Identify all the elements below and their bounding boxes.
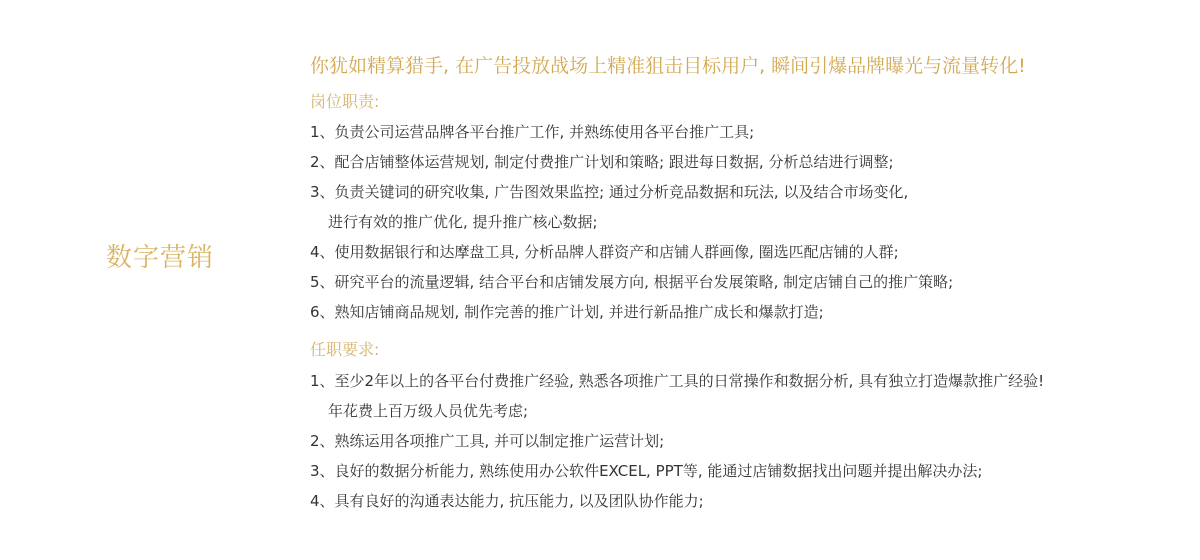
requirement-item-continuation: 年花费上百万级人员优先考虑;: [328, 402, 529, 420]
responsibility-item: 1、负责公司运营品牌各平台推广工作, 并熟练使用各平台推广工具;: [310, 123, 755, 141]
responsibility-item: 2、配合店铺整体运营规划, 制定付费推广计划和策略; 跟进每日数据, 分析总结进行调整;: [310, 153, 894, 171]
responsibilities-heading: 岗位职责:: [310, 92, 380, 111]
requirement-item: 3、良好的数据分析能力, 熟练使用办公软件EXCEL, PPT等, 能通过店铺数据找出问题并提出解决办法;: [310, 462, 983, 480]
slogan: 你犹如精算猎手, 在广告投放战场上精准狙击目标用户, 瞬间引爆品牌曝光与流量转化!: [310, 55, 1026, 77]
responsibility-item: 6、熟知店铺商品规划, 制作完善的推广计划, 并进行新品推广成长和爆款打造;: [310, 303, 824, 321]
job-title: 数字营销: [106, 243, 215, 273]
responsibility-item: 4、使用数据银行和达摩盘工具, 分析品牌人群资产和店铺人群画像, 圈选匹配店铺的人群;: [310, 243, 899, 261]
requirement-item: 2、熟练运用各项推广工具, 并可以制定推广运营计划;: [310, 432, 665, 450]
responsibility-item-continuation: 进行有效的推广优化, 提升推广核心数据;: [328, 213, 598, 231]
requirements-heading: 任职要求:: [310, 340, 380, 359]
requirement-item: 4、具有良好的沟通表达能力, 抗压能力, 以及团队协作能力;: [310, 492, 704, 510]
responsibility-item: 5、研究平台的流量逻辑, 结合平台和店铺发展方向, 根据平台发展策略, 制定店铺自己的推广策略;: [310, 273, 954, 291]
responsibility-item: 3、负责关键词的研究收集, 广告图效果监控; 通过分析竞品数据和玩法, 以及结合市场变化,: [310, 183, 909, 201]
requirement-item: 1、至少2年以上的各平台付费推广经验, 熟悉各项推广工具的日常操作和数据分析, 具有独立打造爆款推广经验!: [310, 372, 1045, 390]
